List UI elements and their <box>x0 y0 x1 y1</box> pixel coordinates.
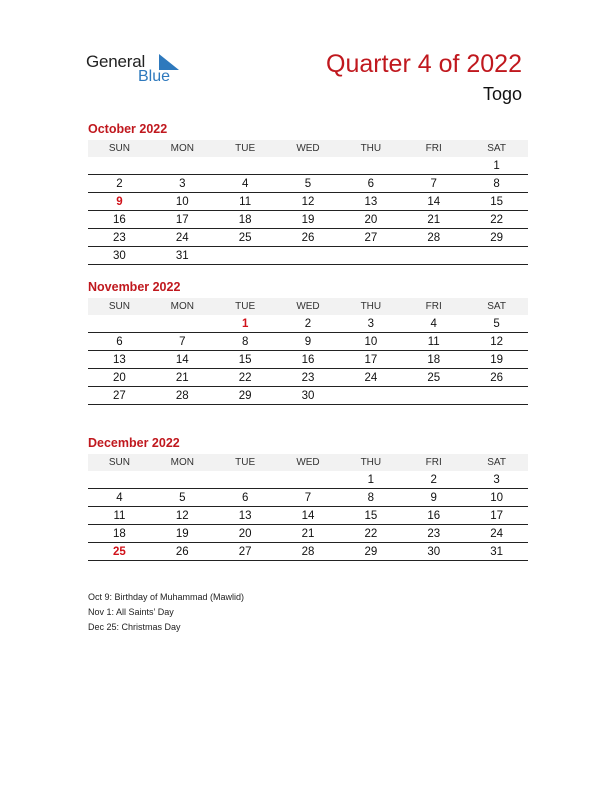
day-cell: 18 <box>113 528 126 540</box>
month-block <box>88 122 528 265</box>
month-block <box>88 280 528 405</box>
day-cell <box>151 172 214 174</box>
weekday-label: MON <box>170 457 194 468</box>
day-cell: 19 <box>490 354 503 366</box>
week-row <box>88 211 528 229</box>
brand-logo <box>86 52 186 92</box>
weekday-label: SUN <box>108 301 130 312</box>
day-cell: 12 <box>301 196 315 208</box>
day-cell: 24 <box>364 372 378 384</box>
holiday-note: Dec 25: Christmas Day <box>88 622 181 632</box>
day-cell <box>465 402 528 404</box>
day-cell: 11 <box>239 196 252 208</box>
day-cell <box>88 486 151 488</box>
day-cell: 31 <box>490 546 503 558</box>
day-cell: 8 <box>367 492 375 504</box>
week-row <box>88 157 528 175</box>
day-cell <box>339 402 402 404</box>
day-cell: 4 <box>241 178 249 190</box>
weekday-label: WED <box>296 143 320 154</box>
day-cell <box>277 486 340 488</box>
day-cell: 10 <box>490 492 503 504</box>
day-cell: 29 <box>490 232 503 244</box>
day-cell: 1 <box>241 318 249 330</box>
day-cell: 13 <box>364 196 378 208</box>
day-cell: 8 <box>493 178 500 190</box>
day-cell: 25 <box>427 372 441 384</box>
month-block <box>88 436 528 561</box>
day-cell: 25 <box>238 232 252 244</box>
holiday-note: Nov 1: All Saints’ Day <box>88 607 174 617</box>
day-cell: 7 <box>304 492 312 504</box>
weekday-label: FRI <box>425 457 442 468</box>
week-row <box>88 247 528 265</box>
day-cell: 3 <box>179 178 186 190</box>
day-cell: 3 <box>493 474 500 486</box>
weekday-label: FRI <box>425 143 442 154</box>
day-cell <box>151 330 214 332</box>
day-cell <box>339 172 402 174</box>
day-cell <box>465 262 528 264</box>
day-cell <box>339 262 402 264</box>
day-cell: 5 <box>493 318 500 330</box>
day-cell: 18 <box>427 354 441 366</box>
day-cell: 3 <box>367 318 375 330</box>
country-name: Togo <box>482 84 522 104</box>
day-cell: 30 <box>301 390 315 402</box>
day-cell: 9 <box>430 492 437 504</box>
day-cell: 16 <box>301 354 315 366</box>
day-cell: 12 <box>175 510 189 522</box>
weekday-header <box>88 454 528 471</box>
week-row <box>88 175 528 193</box>
day-cell: 17 <box>364 354 378 366</box>
week-row <box>88 193 528 211</box>
day-cell <box>214 486 277 488</box>
brand-word-blue: Blue <box>138 68 171 85</box>
day-cell: 8 <box>241 336 249 348</box>
weekday-label: SAT <box>487 457 506 468</box>
week-row <box>88 333 528 351</box>
holiday-note: Oct 9: Birthday of Muhammad (Mawlid) <box>88 592 245 602</box>
day-cell: 24 <box>490 528 503 540</box>
day-cell: 28 <box>301 546 315 558</box>
day-cell <box>277 262 340 264</box>
day-cell: 21 <box>301 528 315 540</box>
day-cell <box>151 486 214 488</box>
day-cell: 29 <box>238 390 252 402</box>
weekday-label: SUN <box>108 457 130 468</box>
week-row <box>88 369 528 387</box>
day-cell: 25 <box>113 546 126 558</box>
day-cell: 15 <box>364 510 378 522</box>
day-cell <box>277 172 340 174</box>
weekday-header <box>88 298 528 315</box>
day-cell: 20 <box>238 528 252 540</box>
weekday-label: SUN <box>108 143 130 154</box>
day-cell: 14 <box>427 196 441 208</box>
weekday-label: TUE <box>235 457 256 468</box>
weekday-label: SAT <box>487 301 506 312</box>
weekday-label: SAT <box>487 143 506 154</box>
day-cell: 30 <box>427 546 441 558</box>
day-cell: 16 <box>113 214 126 226</box>
holiday-notes <box>88 590 244 635</box>
day-cell: 18 <box>238 214 252 226</box>
day-cell <box>402 402 465 404</box>
day-cell: 26 <box>301 232 315 244</box>
weekday-header <box>88 140 528 157</box>
day-cell: 11 <box>113 510 126 522</box>
day-cell: 17 <box>175 214 189 226</box>
day-cell: 15 <box>238 354 252 366</box>
weekday-label: THU <box>360 457 382 468</box>
day-cell: 30 <box>113 250 126 262</box>
day-cell: 13 <box>238 510 252 522</box>
week-row <box>88 229 528 247</box>
day-cell: 5 <box>179 492 186 504</box>
day-cell: 23 <box>113 232 126 244</box>
weekday-label: WED <box>296 457 320 468</box>
day-cell: 23 <box>427 528 441 540</box>
month-title: November 2022 <box>88 280 181 294</box>
day-cell <box>88 330 151 332</box>
day-cell: 6 <box>241 492 249 504</box>
day-cell: 9 <box>116 196 123 208</box>
day-cell: 14 <box>301 510 315 522</box>
weekday-label: THU <box>360 301 382 312</box>
day-cell: 13 <box>113 354 126 366</box>
day-cell: 14 <box>175 354 189 366</box>
day-cell: 28 <box>427 232 441 244</box>
day-cell: 24 <box>175 232 189 244</box>
week-row <box>88 543 528 561</box>
day-cell: 19 <box>175 528 189 540</box>
day-cell: 27 <box>238 546 252 558</box>
day-cell: 4 <box>116 492 123 504</box>
weekday-label: TUE <box>235 143 256 154</box>
day-cell: 6 <box>367 178 375 190</box>
day-cell: 22 <box>238 372 252 384</box>
day-cell: 2 <box>116 178 123 190</box>
weekday-label: THU <box>360 143 382 154</box>
day-cell: 22 <box>490 214 503 226</box>
page-title: Quarter 4 of 2022 <box>326 50 522 78</box>
weekday-label: FRI <box>425 301 442 312</box>
day-cell: 11 <box>427 336 440 348</box>
day-cell: 7 <box>179 336 186 348</box>
weekday-label: MON <box>170 301 194 312</box>
day-cell: 9 <box>304 336 312 348</box>
day-cell: 17 <box>490 510 503 522</box>
day-cell: 21 <box>175 372 189 384</box>
day-cell <box>402 172 465 174</box>
day-cell: 4 <box>430 318 437 330</box>
day-cell: 16 <box>427 510 441 522</box>
day-cell: 5 <box>304 178 312 190</box>
day-cell: 31 <box>175 250 189 262</box>
day-cell: 19 <box>301 214 315 226</box>
week-row <box>88 507 528 525</box>
week-row <box>88 351 528 369</box>
day-cell: 23 <box>301 372 315 384</box>
day-cell: 26 <box>175 546 189 558</box>
day-cell: 1 <box>493 160 500 172</box>
weekday-label: MON <box>170 143 194 154</box>
day-cell: 15 <box>490 196 503 208</box>
day-cell: 2 <box>304 318 312 330</box>
week-row <box>88 489 528 507</box>
day-cell: 27 <box>113 390 126 402</box>
week-row <box>88 387 528 405</box>
day-cell: 26 <box>490 372 503 384</box>
month-title: December 2022 <box>88 436 180 450</box>
day-cell <box>214 262 277 264</box>
day-cell: 29 <box>364 546 378 558</box>
month-title: October 2022 <box>88 122 168 136</box>
day-cell <box>402 262 465 264</box>
day-cell <box>214 172 277 174</box>
day-cell: 12 <box>490 336 503 348</box>
weekday-label: TUE <box>235 301 256 312</box>
weekday-label: WED <box>296 301 320 312</box>
day-cell: 10 <box>175 196 189 208</box>
day-cell: 20 <box>113 372 126 384</box>
brand-word-general: General <box>86 52 146 71</box>
day-cell <box>88 172 151 174</box>
day-cell: 21 <box>427 214 441 226</box>
day-cell: 7 <box>430 178 437 190</box>
day-cell: 2 <box>430 474 437 486</box>
week-row <box>88 471 528 489</box>
day-cell: 1 <box>367 474 375 486</box>
day-cell: 28 <box>175 390 189 402</box>
week-row <box>88 315 528 333</box>
day-cell: 20 <box>364 214 378 226</box>
day-cell: 6 <box>116 336 123 348</box>
day-cell: 10 <box>364 336 378 348</box>
week-row <box>88 525 528 543</box>
day-cell: 22 <box>364 528 378 540</box>
day-cell: 27 <box>364 232 378 244</box>
